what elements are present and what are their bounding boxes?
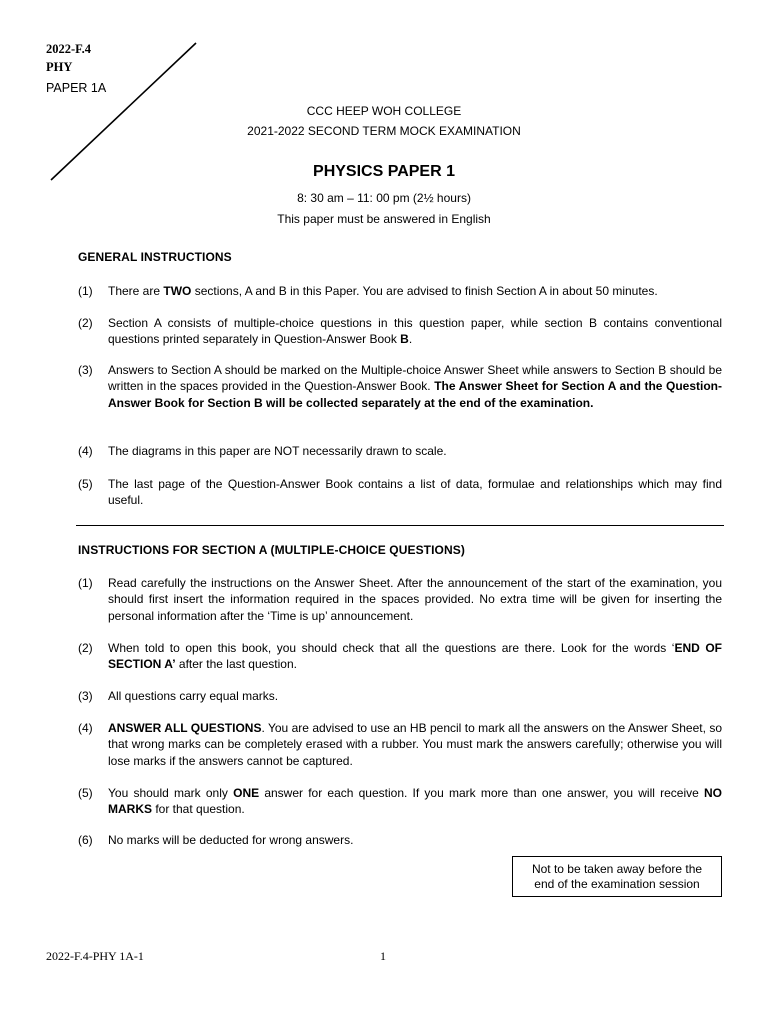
section-a-item-4 [78, 720, 722, 769]
item-number: (2) [78, 316, 93, 330]
paper-code: 2022-F.4 [46, 42, 92, 56]
general-instructions-heading: GENERAL INSTRUCTIONS [78, 250, 232, 264]
page-title: PHYSICS PAPER 1 [313, 163, 455, 180]
subject-code: PHY [46, 60, 73, 74]
not-to-be-taken-notice [512, 856, 722, 897]
paper-label: PAPER 1A [46, 81, 107, 95]
item-text: The diagrams in this paper are NOT necessarily drawn to scale. [108, 444, 447, 458]
item-number: (2) [78, 641, 93, 655]
item-number: (1) [78, 576, 93, 590]
item-number: (5) [78, 477, 93, 491]
item-text: Section A consists of multiple-choice questions in this question paper, while section B contains conventional questions printed separately in Question-Answer Book B. [108, 316, 722, 347]
section-a-item-2 [78, 640, 722, 673]
item-number: (6) [78, 833, 93, 847]
language-note: This paper must be answered in English [277, 212, 491, 226]
general-item-2 [78, 315, 722, 348]
item-text: The last page of the Question-Answer Book contains a list of data, formulae and relationships which may find useful. [108, 477, 722, 508]
item-text: Read carefully the instructions on the Answer Sheet. After the announcement of the start of the examination, you should first insert the information required in the spaces provided. No extra time will be given for inserting the personal information after the ‘Time is up’ announcement. [108, 576, 722, 623]
item-text: No marks will be deducted for wrong answers. [108, 833, 354, 847]
item-text: When told to open this book, you should check that all the questions are there. Look for the words ‘END OF SECTION A’ after the last question. [108, 641, 722, 672]
notice-line-1: Not to be taken away before the [531, 862, 703, 876]
item-number: (3) [78, 689, 93, 703]
section-a-item-1 [78, 575, 722, 624]
section-a-heading: INSTRUCTIONS FOR SECTION A (MULTIPLE-CHOICE QUESTIONS) [78, 543, 465, 557]
item-text: There are TWO sections, A and B in this Paper. You are advised to finish Section A in about 50 minutes. [108, 284, 658, 298]
item-number: (4) [78, 444, 93, 458]
footer-code: 2022-F.4-PHY 1A-1 [46, 949, 144, 963]
item-text: ANSWER ALL QUESTIONS. You are advised to use an HB pencil to mark all the answers on the Answer Sheet, so that wrong marks can be completely erased with a rubber. You must mark the answers carefully; otherwise you will lose marks if the answers cannot be captured. [108, 721, 722, 768]
notice-line-2: end of the examination session [534, 877, 700, 891]
item-number: (1) [78, 284, 93, 298]
exam-name: 2021-2022 SECOND TERM MOCK EXAMINATION [247, 124, 521, 138]
item-number: (5) [78, 786, 93, 800]
page-number: 1 [380, 949, 386, 963]
item-number: (3) [78, 363, 93, 377]
section-a-item-5 [78, 785, 722, 818]
general-item-4 [78, 443, 722, 459]
general-item-5 [78, 476, 722, 509]
diagonal-line [0, 0, 220, 190]
item-text: Answers to Section A should be marked on the Multiple-choice Answer Sheet while answers to Section B should be written in the spaces provided in the Question-Answer Book. The Answer Sheet for Section A and the Question-Answer Book for Section B will be collected separately at the end of the examination. [108, 363, 723, 410]
item-text: You should mark only ONE answer for each question. If you mark more than one answer, you will receive NO MARKS for that question. [108, 786, 722, 817]
item-text: All questions carry equal marks. [108, 689, 279, 703]
general-item-1 [78, 283, 722, 299]
section-a-item-3 [78, 688, 722, 704]
section-divider [76, 525, 724, 526]
school-name: CCC HEEP WOH COLLEGE [306, 104, 462, 118]
section-a-item-6 [78, 832, 722, 848]
general-item-3 [78, 362, 722, 411]
exam-time: 8: 30 am – 11: 00 pm (2½ hours) [297, 191, 471, 205]
item-number: (4) [78, 721, 93, 735]
